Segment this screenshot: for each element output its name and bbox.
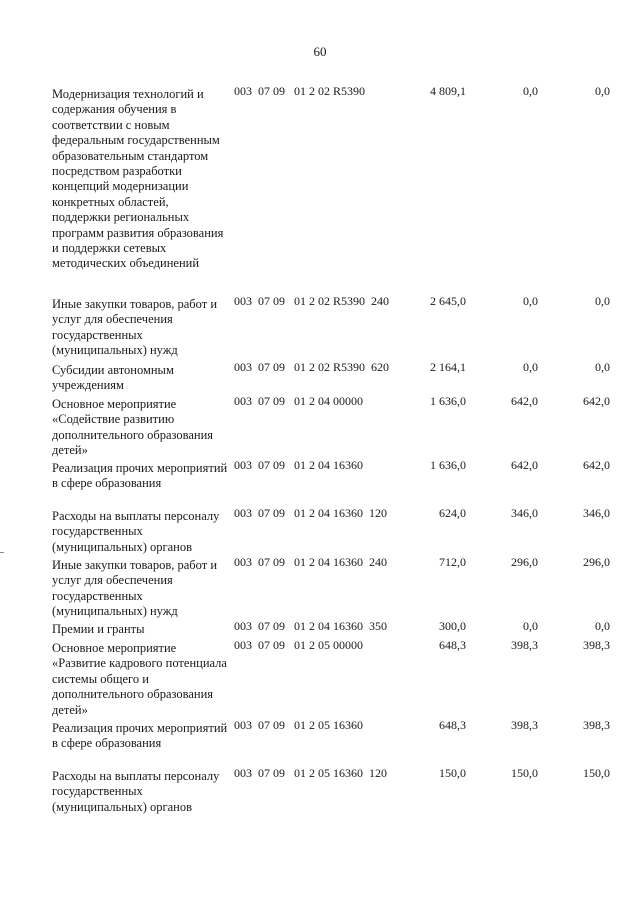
row-code: 003 07 09 01 2 04 16360 350: [234, 619, 387, 633]
row-value-1: 648,3: [439, 718, 466, 732]
row-value-1: 648,3: [439, 638, 466, 652]
row-value-3: 0,0: [595, 294, 610, 308]
row-value-2: 346,0: [511, 506, 538, 520]
row-value-1: 1 636,0: [430, 394, 466, 408]
row-name: Основное мероприятие «Содействие развитию дополнительного образования детей»: [52, 397, 214, 458]
row-code: 003 07 09 01 2 05 16360 120: [234, 766, 387, 780]
row-code: 003 07 09 01 2 02 R5390: [234, 84, 366, 98]
scan-mark: [0, 552, 4, 553]
row-name: Иные закупки товаров, работ и услуг для обеспечения государственных (муниципальных) нужд: [52, 558, 218, 619]
row-name: Расходы на выплаты персоналу государственных (муниципальных) органов: [52, 769, 220, 814]
row-code: 003 07 09 01 2 04 16360: [234, 458, 363, 472]
row-value-1: 2 164,1: [430, 360, 466, 374]
row-name: Реализация прочих мероприятий в сфере образования: [52, 461, 228, 491]
row-value-3: 642,0: [583, 394, 610, 408]
row-value-3: 150,0: [583, 766, 610, 780]
row-value-2: 0,0: [523, 84, 538, 98]
row-value-2: 150,0: [511, 766, 538, 780]
row-code: 003 07 09 01 2 04 16360 120: [234, 506, 387, 520]
row-value-2: 0,0: [523, 619, 538, 633]
row-value-2: 296,0: [511, 555, 538, 569]
row-code: 003 07 09 01 2 04 00000: [234, 394, 363, 408]
row-name: Модернизация технологий и содержания обучения в соответствии с новым федеральным государственным образовательным стандартом посредством разработки концепций модернизации конкретных областей, поддержки региональных программ развития образования и поддержки сетевых методических объединений: [52, 87, 224, 271]
row-value-3: 398,3: [583, 718, 610, 732]
row-value-2: 0,0: [523, 360, 538, 374]
row-value-1: 2 645,0: [430, 294, 466, 308]
row-code: 003 07 09 01 2 04 16360 240: [234, 555, 387, 569]
row-value-3: 0,0: [595, 84, 610, 98]
row-value-3: 0,0: [595, 360, 610, 374]
row-value-3: 346,0: [583, 506, 610, 520]
row-value-1: 624,0: [439, 506, 466, 520]
row-value-3: 0,0: [595, 619, 610, 633]
row-code: 003 07 09 01 2 05 16360: [234, 718, 363, 732]
row-value-1: 712,0: [439, 555, 466, 569]
row-code: 003 07 09 01 2 05 00000: [234, 638, 363, 652]
row-value-2: 398,3: [511, 718, 538, 732]
row-value-1: 150,0: [439, 766, 466, 780]
row-name: Расходы на выплаты персоналу государственных (муниципальных) органов: [52, 509, 220, 554]
row-value-2: 398,3: [511, 638, 538, 652]
page-number: 60: [313, 44, 327, 59]
row-name: Реализация прочих мероприятий в сфере образования: [52, 721, 228, 751]
row-value-3: 642,0: [583, 458, 610, 472]
row-value-2: 642,0: [511, 458, 538, 472]
row-value-1: 4 809,1: [430, 84, 466, 98]
row-value-3: 296,0: [583, 555, 610, 569]
row-value-2: 0,0: [523, 294, 538, 308]
row-value-1: 1 636,0: [430, 458, 466, 472]
row-value-2: 642,0: [511, 394, 538, 408]
row-code: 003 07 09 01 2 02 R5390 620: [234, 360, 390, 374]
row-name: Иные закупки товаров, работ и услуг для обеспечения государственных (муниципальных) нужд: [52, 297, 218, 358]
row-value-1: 300,0: [439, 619, 466, 633]
row-name: Субсидии автономным учреждениям: [52, 363, 174, 393]
row-name: Основное мероприятие «Развитие кадрового потенциала системы общего и дополнительного образования детей»: [52, 641, 227, 717]
row-code: 003 07 09 01 2 02 R5390 240: [234, 294, 390, 308]
row-value-3: 398,3: [583, 638, 610, 652]
row-name: Премии и гранты: [52, 622, 145, 636]
